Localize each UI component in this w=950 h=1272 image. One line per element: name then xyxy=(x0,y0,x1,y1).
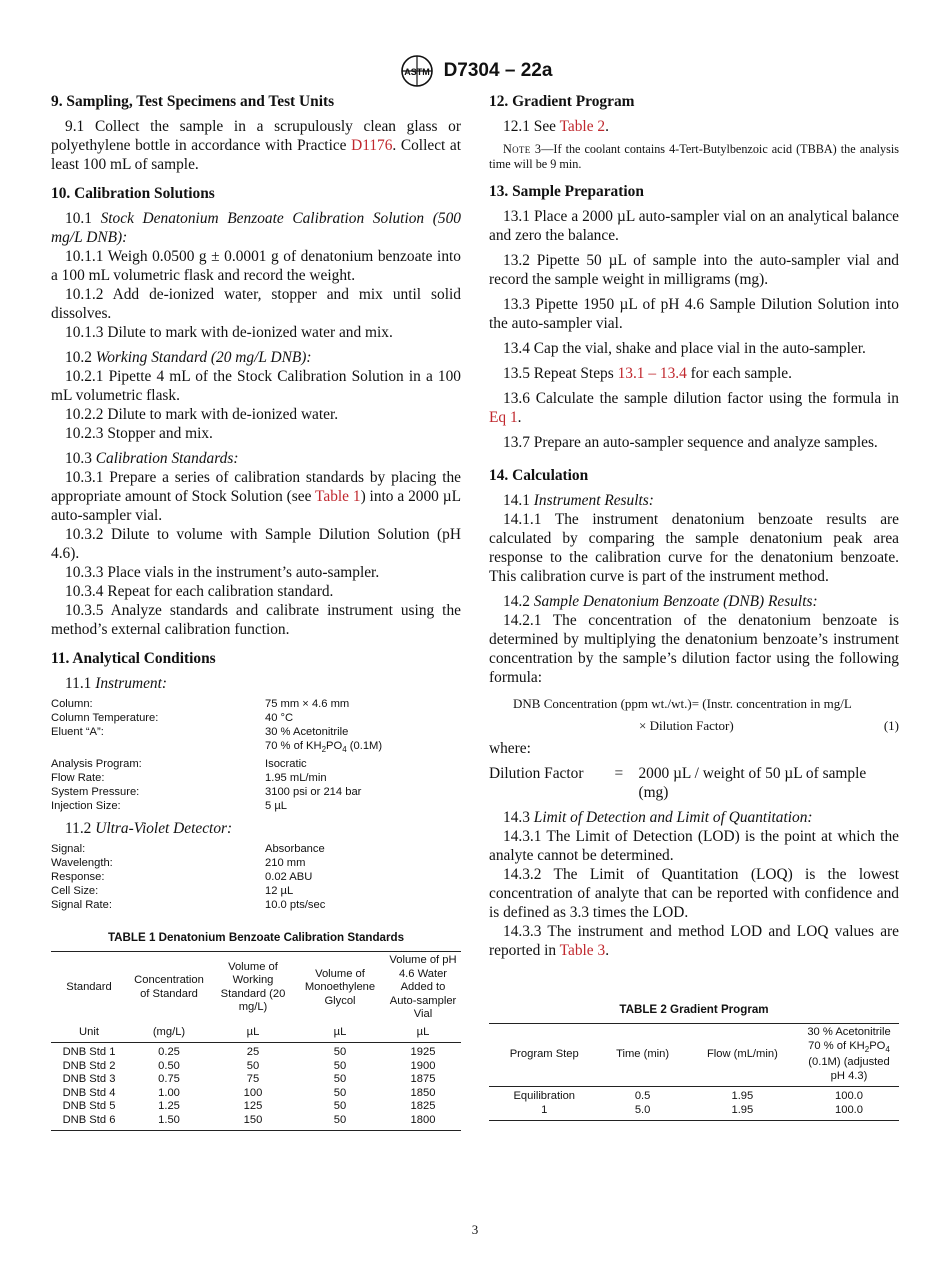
para-10-1-1: 10.1.1 Weigh 0.0500 g ± 0.0001 g of denatonium benzoate into a 100 mL volumetric flask and record the weight. xyxy=(51,248,461,284)
section-14-title: 14. Calculation xyxy=(489,467,589,484)
para-10-2-1: 10.2.1 Pipette 4 mL of the Stock Calibration Solution in a 100 mL volumetric flask. xyxy=(51,368,461,404)
para-10-3-4: 10.3.4 Repeat for each calibration standard. xyxy=(65,583,334,600)
para-13-5: 13.5 Repeat Steps 13.1 – 13.4 for each sample. xyxy=(503,365,792,382)
link-table-1[interactable]: Table 1 xyxy=(315,488,361,505)
section-9-title: 9. Sampling, Test Specimens and Test Units xyxy=(51,93,335,110)
table-unit: µL xyxy=(211,1024,295,1043)
page-header xyxy=(0,54,950,88)
para-14-3-3: 14.3.3 The instrument and method LOD and LOQ values are reported in Table 3. xyxy=(489,923,899,959)
para-14-2: 14.2 Sample Denatonium Benzoate (DNB) Results: xyxy=(503,593,818,610)
kv-row: Column: 75 mm × 4.6 mm xyxy=(51,698,350,710)
where-label: where: xyxy=(489,740,531,757)
table-2 xyxy=(489,1023,899,1121)
para-12-1: 12.1 See Table 2. xyxy=(503,118,609,135)
document-designation: D7304 – 22a xyxy=(443,60,553,81)
table-row: DNB Std 6 1.50 150 50 1800 xyxy=(51,1114,461,1131)
table-row: DNB Std 3 0.75 75 50 1875 xyxy=(62,1073,436,1086)
link-steps-13-1-13-4[interactable]: 13.1 – 13.4 xyxy=(617,365,687,382)
astm-logo-icon xyxy=(398,54,436,88)
para-10-3-3: 10.3.3 Place vials in the instrument’s auto-sampler. xyxy=(65,564,380,581)
kv-row: Analysis Program: Isocratic xyxy=(51,758,307,771)
para-14-3-1: 14.3.1 The Limit of Detection (LOD) is the point at which the analyte cannot be determined. xyxy=(489,828,899,864)
link-table-2[interactable]: Table 2 xyxy=(559,118,606,135)
page-number: 3 xyxy=(471,1222,479,1237)
para-10-1-2: 10.1.2 Add de-ionized water, stopper and mix until solid dissolves. xyxy=(51,286,461,322)
kv-row: Eluent “A”: 30 % Acetonitrile xyxy=(51,726,349,738)
link-d1176[interactable]: D1176 xyxy=(351,137,393,154)
table-row: DNB Std 5 1.25 125 50 1825 xyxy=(62,1100,436,1113)
para-14-1-1: 14.1.1 The instrument denatonium benzoate results are calculated by comparing the sample denatonium peak area response to the calibration curve for the denatonium benzoate. This calibration curve is part of the instrument method. xyxy=(489,511,899,585)
para-10-1: 10.1 Stock Denatonium Benzoate Calibration Solution (500 mg/L DNB): xyxy=(51,210,461,246)
para-11-2: 11.2 Ultra-Violet Detector: xyxy=(65,820,233,838)
table-unit: Unit xyxy=(51,1024,127,1043)
para-10-2-3: 10.2.3 Stopper and mix. xyxy=(65,425,213,442)
para-10-1-3: 10.1.3 Dilute to mark with de-ionized water and mix. xyxy=(65,324,393,341)
instrument-conditions xyxy=(51,697,461,813)
table-row: DNB Std 1 0.25 25 50 1925 xyxy=(62,1046,436,1059)
para-13-7: 13.7 Prepare an auto-sampler sequence and analyze samples. xyxy=(503,434,878,451)
table-1-title: TABLE 1 Denatonium Benzoate Calibration Standards xyxy=(107,931,405,945)
table-header: Volume of pH 4.6 Water Added to Auto-sampler Vial xyxy=(385,952,461,1024)
para-10-3-2: 10.3.2 Dilute to volume with Sample Dilution Solution (pH 4.6). xyxy=(51,526,461,562)
link-table-3[interactable]: Table 3 xyxy=(559,942,606,959)
table-header: Volume of Working Standard (20 mg/L) xyxy=(211,952,295,1024)
para-10-2-2: 10.2.2 Dilute to mark with de-ionized water. xyxy=(65,406,339,423)
para-10-3-5: 10.3.5 Analyze standards and calibrate instrument using the method’s external calibration function. xyxy=(51,602,461,638)
para-14-1: 14.1 Instrument Results: xyxy=(503,492,654,509)
section-13-title: 13. Sample Preparation xyxy=(489,183,644,200)
para-14-2-1: 14.2.1 The concentration of the denatonium benzoate is determined by multiplying the denatonium benzoate’s instrument concentration by the sample’s dilution factor using the following formula: xyxy=(489,612,899,686)
para-13-4: 13.4 Cap the vial, shake and place vial in the auto-sampler. xyxy=(503,340,866,357)
link-eq-1[interactable]: Eq 1 xyxy=(489,409,518,426)
kv-row: Wavelength: 210 mm xyxy=(51,857,306,870)
para-9-1: 9.1 Collect the sample in a scrupulously clean glass or polyethylene bottle in accordance with Practice D1176. Collect at least 100 mL of sample. xyxy=(51,118,461,173)
kv-row: System Pressure: 3100 psi or 214 bar xyxy=(51,786,362,799)
kv-row: Response: 0.02 ABU xyxy=(51,871,313,884)
kv-row: Cell Size: 12 µL xyxy=(51,885,294,898)
para-13-6: 13.6 Calculate the sample dilution factor using the formula in Eq 1. xyxy=(489,390,899,426)
svg-text:ASTM: ASTM xyxy=(403,67,430,77)
equation-1: DNB Concentration (ppm wt./wt.)= (Instr. concentration in mg/L × Dilution Factor) (1) xyxy=(489,693,899,737)
para-13-3: 13.3 Pipette 1950 µL of pH 4.6 Sample Dilution Solution into the auto-sampler vial. xyxy=(489,296,899,332)
para-10-2: 10.2 Working Standard (20 mg/L DNB): xyxy=(65,349,312,366)
para-14-3-2: 14.3.2 The Limit of Quantitation (LOQ) is the lowest concentration of analyte that can be reported with confidence and is defined as 3.3 times the LOD. xyxy=(489,866,899,921)
right-column xyxy=(489,92,899,1121)
table-header: Flow (mL/min) xyxy=(686,1024,799,1087)
table-header: 30 % Acetonitrile 70 % of $KH_2PO_4$ (0.1M) (adjusted pH 4.3) xyxy=(799,1024,899,1087)
para-10-3-1: 10.3.1 Prepare a series of calibration standards by placing the appropriate amount of Stock Solution (see Table 1) into a 2000 µL auto-sampler vial. xyxy=(51,469,461,524)
table-row: Equilibration 0.5 1.95 100.0 xyxy=(513,1090,863,1103)
table-header: Standard xyxy=(51,952,127,1024)
kv-row: Column Temperature: 40 °C xyxy=(51,712,294,724)
section-11-title: 11. Analytical Conditions xyxy=(51,650,216,667)
table-row: DNB Std 2 0.50 50 50 1900 xyxy=(62,1059,436,1072)
para-11-1: 11.1 Instrument: xyxy=(65,675,168,692)
left-column xyxy=(51,92,461,1131)
table-unit: µL xyxy=(385,1024,461,1043)
table-unit: µL xyxy=(295,1024,385,1043)
para-13-2: 13.2 Pipette 50 µL of sample into the auto-sampler vial and record the sample weight in milligrams (mg). xyxy=(489,252,899,288)
detector-conditions xyxy=(51,842,461,912)
table-2-title: TABLE 2 Gradient Program xyxy=(619,1003,769,1016)
section-12-title: 12. Gradient Program xyxy=(489,93,635,110)
section-10-title: 10. Calibration Solutions xyxy=(51,185,215,202)
para-14-3: 14.3 Limit of Detection and Limit of Quantitation: xyxy=(503,809,813,826)
table-header: Concentration of Standard xyxy=(127,952,211,1024)
kv-row: Signal: Absorbance xyxy=(51,843,325,856)
kv-row: 70 % of $KH_2PO_4$ (0.1M) xyxy=(265,740,383,755)
para-10-3: 10.3 Calibration Standards: xyxy=(65,450,239,467)
para-13-1: 13.1 Place a 2000 µL auto-sampler vial on an analytical balance and zero the balance. xyxy=(489,208,899,244)
table-header: Program Step xyxy=(489,1024,599,1087)
kv-row: Signal Rate: 10.0 pts/sec xyxy=(51,899,326,912)
table-unit: (mg/L) xyxy=(127,1024,211,1043)
kv-row: Flow Rate: 1.95 mL/min xyxy=(51,772,327,785)
table-header: Volume of Monoethylene Glycol xyxy=(295,952,385,1024)
table-row: 1 5.0 1.95 100.0 xyxy=(489,1104,899,1121)
equation-number: (1) xyxy=(883,718,899,733)
table-header: Time (min) xyxy=(599,1024,685,1087)
dilution-factor-definition: Dilution Factor = 2000 µL / weight of 50 µL of sample (mg) xyxy=(489,765,867,801)
note-3: Note 3—If the coolant contains 4-Tert-Butylbenzoic acid (TBBA) the analysis time will be 9 min. xyxy=(489,142,899,171)
table-row: DNB Std 4 1.00 100 50 1850 xyxy=(62,1086,436,1099)
table-1 xyxy=(51,951,461,1131)
kv-row: Injection Size: 5 µL xyxy=(51,800,287,813)
